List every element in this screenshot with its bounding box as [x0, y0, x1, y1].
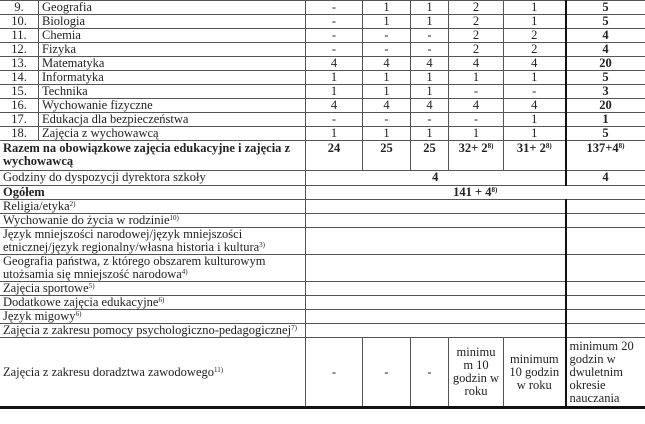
subject-name: Biologia: [39, 15, 306, 29]
extra-hours: [306, 228, 566, 255]
subject-row: [0, 15, 645, 29]
hours-cell: 2: [504, 29, 566, 43]
extra-label: Wychowanie do życia w rodzinie$^{10)}$: [0, 214, 306, 228]
extra-total: [566, 228, 645, 255]
subject-row: [0, 29, 645, 43]
hours-cell: 4: [411, 99, 449, 113]
dyrektor-value: 4: [306, 171, 566, 186]
hours-cell: 1: [504, 127, 566, 141]
hours-cell: 4: [363, 57, 411, 71]
hours-cell: 1: [306, 85, 363, 99]
subject-row: [0, 127, 645, 141]
extra-label: Dodatkowe zajęcia edukacyjne$^{6)}$: [0, 296, 306, 310]
doradztwo-cell: minimu m 10 godzin w roku: [449, 338, 504, 408]
hours-cell: 4: [504, 57, 566, 71]
extra-row: [0, 282, 645, 296]
subject-row: [0, 113, 645, 127]
hours-cell: 1: [449, 127, 504, 141]
hours-cell: -: [306, 1, 363, 15]
extra-total: [566, 282, 645, 296]
extra-row: [0, 255, 645, 282]
hours-cell: -: [449, 113, 504, 127]
extra-label: Religia/etyka$^{2)}$: [0, 200, 306, 214]
total-cell: 5: [566, 71, 645, 85]
hours-cell: -: [504, 85, 566, 99]
subject-name: Matematyka: [39, 57, 306, 71]
extra-row: [0, 310, 645, 324]
extra-total: [566, 310, 645, 324]
extra-hours: [306, 296, 566, 310]
total-cell: 5: [566, 1, 645, 15]
subject-name: Chemia: [39, 29, 306, 43]
row-number: 14.: [0, 71, 39, 85]
dyrektor-total: 4: [566, 171, 645, 186]
total-cell: 5: [566, 127, 645, 141]
hours-cell: 1: [504, 15, 566, 29]
row-number: 10.: [0, 15, 39, 29]
subject-row: [0, 43, 645, 57]
doradztwo-cell: -: [363, 338, 411, 408]
extra-total: [566, 214, 645, 228]
extra-total: [566, 200, 645, 214]
extra-row: [0, 296, 645, 310]
hours-cell: 4: [411, 57, 449, 71]
hours-cell: 1: [411, 85, 449, 99]
doradztwo-cell: -: [411, 338, 449, 408]
hours-cell: 1: [411, 71, 449, 85]
subject-name: Fizyka: [39, 43, 306, 57]
row-number: 9.: [0, 1, 39, 15]
extra-row: [0, 324, 645, 338]
hours-cell: 4: [449, 99, 504, 113]
hours-cell: 1: [363, 1, 411, 15]
razem-cell: $31+ 2^{8)}$: [504, 141, 566, 171]
hours-cell: 4: [363, 99, 411, 113]
hours-cell: -: [363, 29, 411, 43]
hours-cell: 4: [306, 57, 363, 71]
hours-cell: 2: [504, 43, 566, 57]
subject-row: [0, 57, 645, 71]
extra-label: Język mniejszości narodowej/język mniejszości etnicznej/język regionalny/własna historia i kultura$^{3)}$: [0, 228, 306, 255]
hours-cell: 1: [411, 127, 449, 141]
hours-cell: 4: [504, 99, 566, 113]
hours-cell: 1: [306, 71, 363, 85]
extra-row: [0, 200, 645, 214]
ogolem-label: Ogółem: [0, 186, 306, 200]
extra-hours: [306, 255, 566, 282]
doradztwo-cell: minimum 10 godzin w roku: [504, 338, 566, 408]
doradztwo-cell: -: [306, 338, 363, 408]
row-number: 12.: [0, 43, 39, 57]
hours-cell: 1: [504, 1, 566, 15]
hours-cell: -: [363, 113, 411, 127]
extra-total: [566, 324, 645, 338]
subject-name: Zajęcia z wychowawcą: [39, 127, 306, 141]
razem-cell: 25: [363, 141, 411, 171]
row-number: 16.: [0, 99, 39, 113]
dyrektor-label: Godziny do dyspozycji dyrektora szkoły: [0, 171, 306, 186]
extra-hours: [306, 214, 566, 228]
total-cell: 1: [566, 113, 645, 127]
subject-name: Wychowanie fizyczne: [39, 99, 306, 113]
hours-cell: 1: [449, 71, 504, 85]
hours-cell: 4: [449, 57, 504, 71]
extra-row: [0, 214, 645, 228]
subject-row: [0, 1, 645, 15]
hours-cell: 1: [363, 85, 411, 99]
hours-cell: -: [411, 113, 449, 127]
subject-name: Geografia: [39, 1, 306, 15]
hours-cell: -: [306, 43, 363, 57]
razem-row: [0, 141, 645, 171]
doradztwo-label: Zajęcia z zakresu doradztwa zawodowego$^{11)}$: [0, 338, 306, 408]
doradztwo-total: minimum 20 godzin w dwuletnim okresie nauczania: [566, 338, 645, 408]
row-number: 11.: [0, 29, 39, 43]
hours-cell: 1: [504, 71, 566, 85]
hours-cell: 2: [449, 29, 504, 43]
hours-cell: -: [306, 15, 363, 29]
hours-cell: 2: [449, 1, 504, 15]
hours-cell: -: [363, 43, 411, 57]
hours-cell: 1: [306, 127, 363, 141]
ogolem-row: [0, 186, 645, 200]
row-number: 18.: [0, 127, 39, 141]
extra-hours: [306, 324, 566, 338]
hours-cell: 1: [363, 127, 411, 141]
total-cell: 3: [566, 85, 645, 99]
hours-cell: 1: [504, 113, 566, 127]
extra-hours: [306, 282, 566, 296]
total-cell: 4: [566, 29, 645, 43]
hours-cell: -: [411, 29, 449, 43]
razem-cell: 24: [306, 141, 363, 171]
razem-cell: 25: [411, 141, 449, 171]
subject-name: Technika: [39, 85, 306, 99]
hours-cell: -: [306, 113, 363, 127]
extra-row: [0, 228, 645, 255]
hours-cell: 1: [411, 1, 449, 15]
hours-cell: -: [449, 85, 504, 99]
razem-total: $137+4^{8)}$: [566, 141, 645, 171]
subject-name: Informatyka: [39, 71, 306, 85]
total-cell: 20: [566, 57, 645, 71]
hours-cell: 2: [449, 43, 504, 57]
subject-row: [0, 71, 645, 85]
extra-label: Geografia państwa, z którego obszarem kulturowym utożsamia się mniejszość narodowa$^{4)}$: [0, 255, 306, 282]
row-number: 15.: [0, 85, 39, 99]
extra-hours: [306, 310, 566, 324]
hours-cell: 2: [449, 15, 504, 29]
hours-cell: 1: [411, 15, 449, 29]
razem-label: Razem na obowiązkowe zajęcia edukacyjne i zajęcia z wychowawcą: [0, 141, 306, 171]
subject-row: [0, 99, 645, 113]
total-cell: 4: [566, 43, 645, 57]
extra-label: Zajęcia sportowe$^{5)}$: [0, 282, 306, 296]
hours-cell: -: [306, 29, 363, 43]
ogolem-value: $141 + 4^{8)}$: [306, 186, 645, 200]
hours-cell: 1: [363, 15, 411, 29]
subject-row: [0, 85, 645, 99]
extra-label: Zajęcia z zakresu pomocy psychologiczno-pedagogicznej$^{7)}$: [0, 324, 306, 338]
subject-name: Edukacja dla bezpieczeństwa: [39, 113, 306, 127]
extra-label: Język migowy$^{6)}$: [0, 310, 306, 324]
razem-cell: $32+ 2^{8)}$: [449, 141, 504, 171]
extra-hours: [306, 200, 566, 214]
doradztwo-row: [0, 338, 645, 408]
dyrektor-row: [0, 171, 645, 186]
hours-cell: -: [411, 43, 449, 57]
row-number: 13.: [0, 57, 39, 71]
hours-cell: 4: [306, 99, 363, 113]
row-number: 17.: [0, 113, 39, 127]
total-cell: 20: [566, 99, 645, 113]
extra-total: [566, 255, 645, 282]
total-cell: 5: [566, 15, 645, 29]
hours-cell: 1: [363, 71, 411, 85]
extra-total: [566, 296, 645, 310]
